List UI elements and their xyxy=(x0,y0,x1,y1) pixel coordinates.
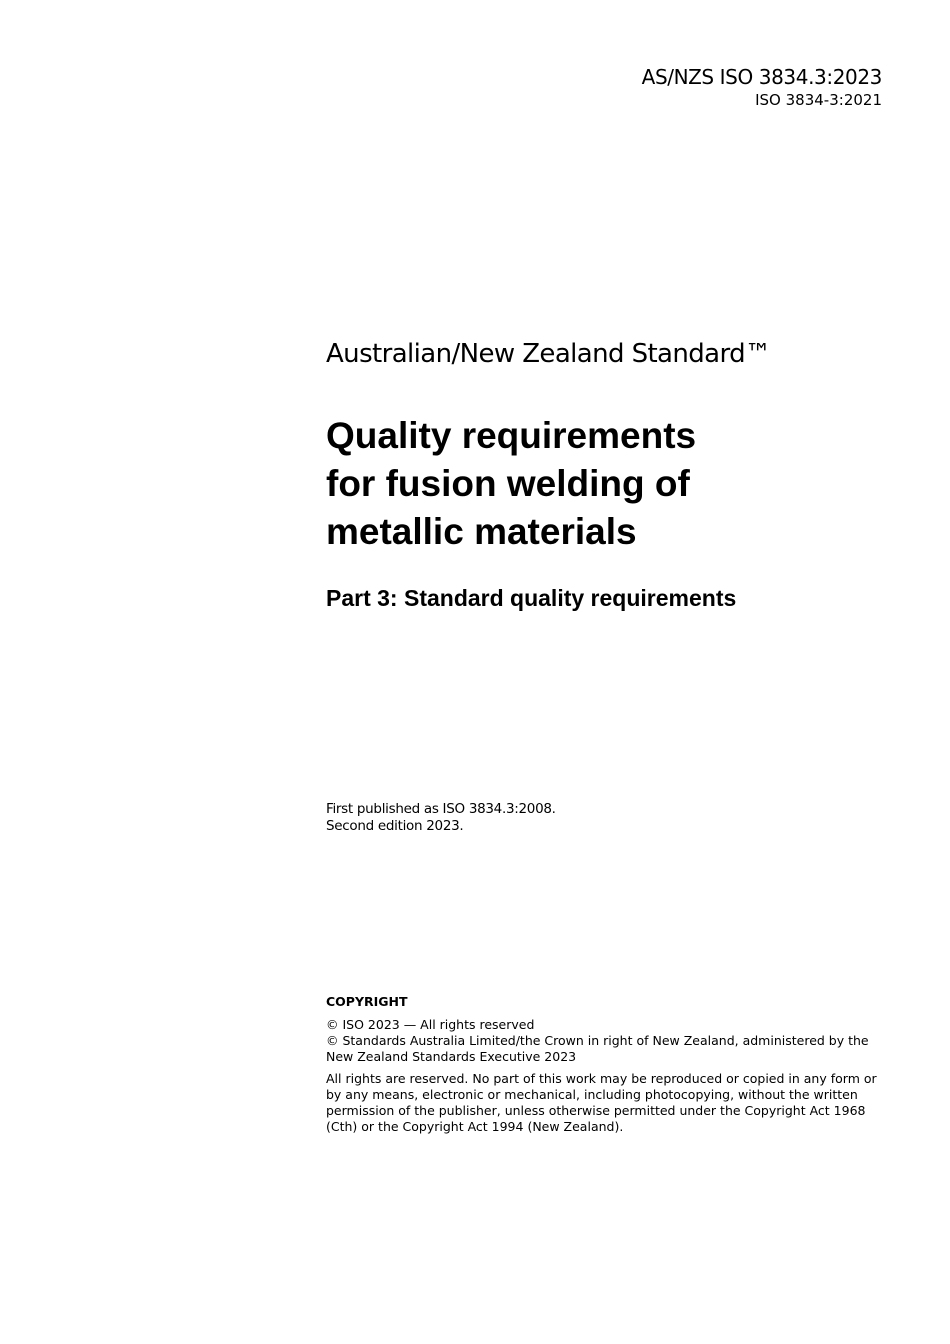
standard-type-label: Australian/New Zealand Standard™ xyxy=(326,339,771,369)
title-line: Quality requirements xyxy=(326,415,697,456)
rights-statement: All rights are reserved. No part of this work may be reproduced or copied in any form or by any means, electronic or mechanical, including photocopying, without the written permission of the publisher, unless otherwise permitted under the Copyright Act 1968 (Cth) or the Copyright Act 1994 (New Zealand). xyxy=(326,1071,877,1134)
copyright-heading: COPYRIGHT xyxy=(326,994,408,1009)
copyright-notice: © Standards Australia Limited/the Crown in right of New Zealand, administered by the New Zealand Standards Executive 2023 xyxy=(326,1033,869,1064)
document-title xyxy=(326,412,886,556)
publication-history xyxy=(326,801,886,835)
copyright-section xyxy=(326,994,886,1135)
title-line: for fusion welding of xyxy=(326,463,690,504)
publication-line: First published as ISO 3834.3:2008. xyxy=(326,801,556,817)
document-identifiers xyxy=(642,64,882,110)
primary-standard-number: AS/NZS ISO 3834.3:2023 xyxy=(641,65,882,89)
document-subtitle: Part 3: Standard quality requirements xyxy=(326,585,737,611)
publication-line: Second edition 2023. xyxy=(326,818,464,834)
iso-standard-number: ISO 3834-3:2021 xyxy=(755,91,882,109)
copyright-notice: © ISO 2023 — All rights reserved xyxy=(326,1017,535,1032)
title-line: metallic materials xyxy=(326,511,637,552)
